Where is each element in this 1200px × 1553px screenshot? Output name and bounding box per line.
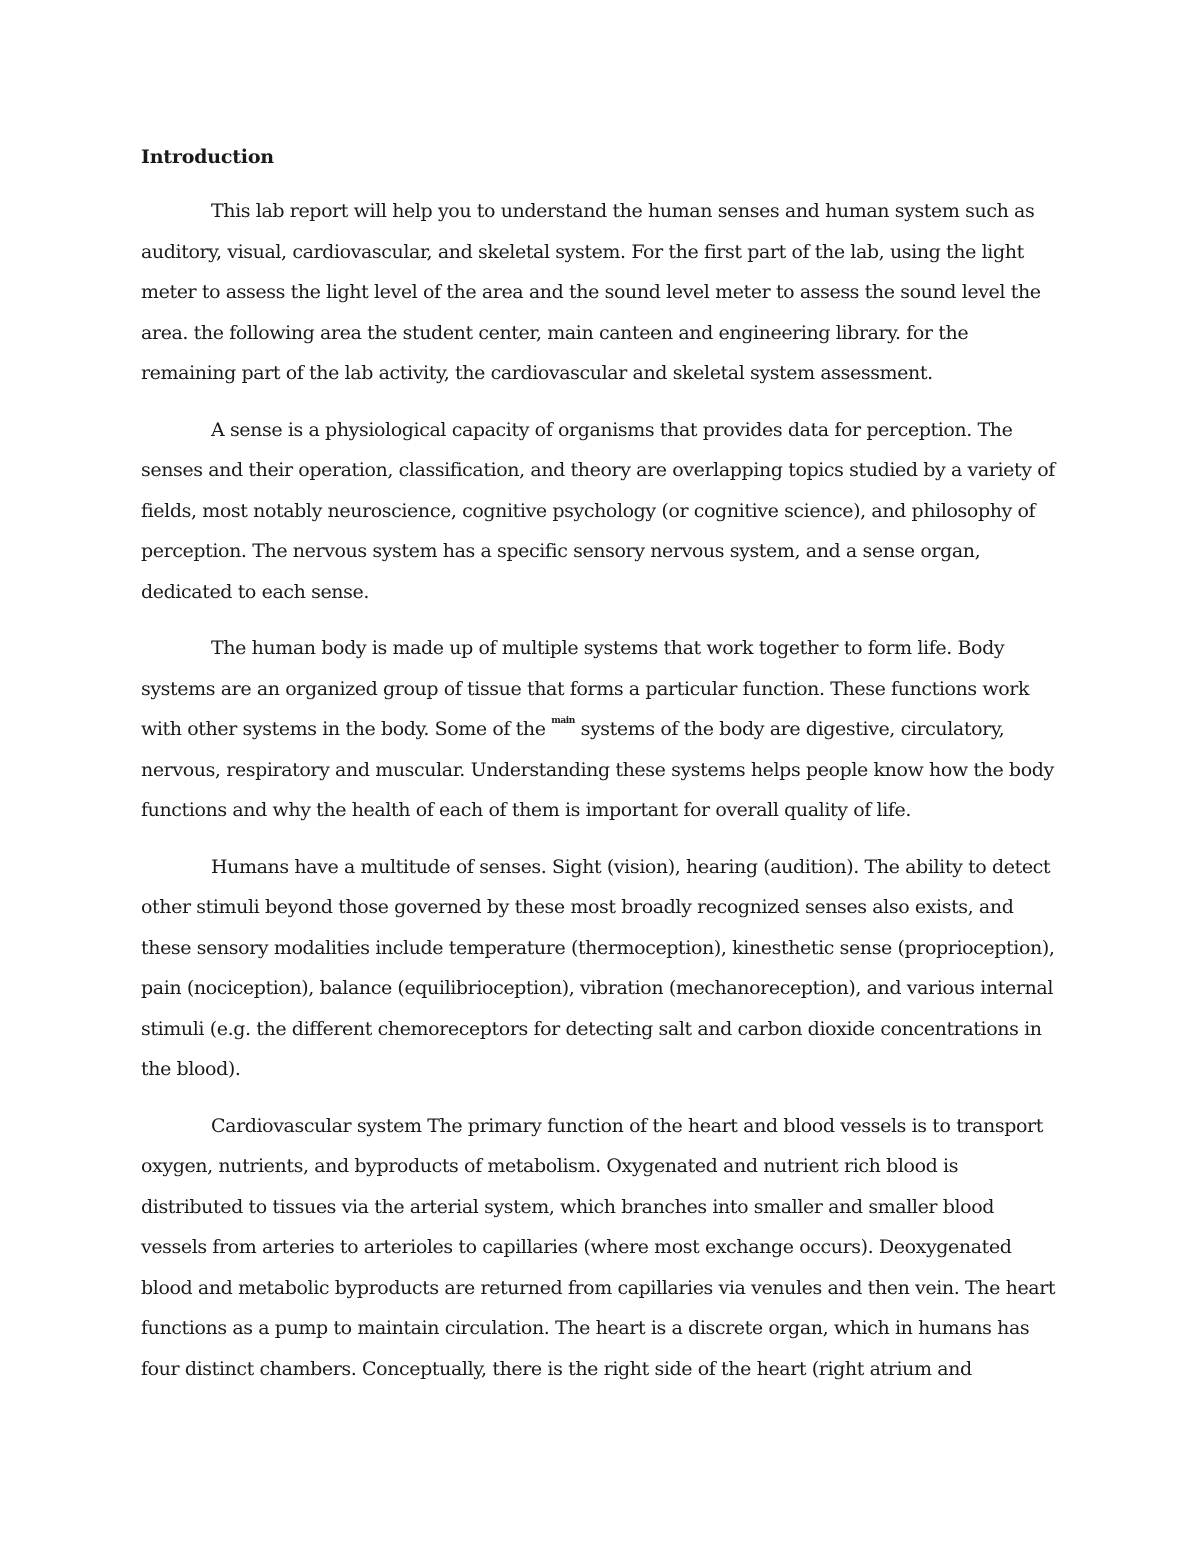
paragraph-sense-definition: A sense is a physiological capacity of organisms that provides data for perception. The senses and their operation, classification, and theory are overlapping topics studied by a variety of fields, most notably neuroscience, cognitive psychology (or cognitive science), and philosophy of perception. The nervous system has a specific sensory nervous system, and a sense organ, dedicated to each sense. — [141, 418, 1055, 603]
paragraph-cardiovascular-system: Cardiovascular system The primary function of the heart and blood vessels is to transport oxygen, nutrients, and byproducts of metabolism. Oxygenated and nutrient rich blood is distributed to tissues via the arterial system, which branches into smaller and smaller blood vessels from arteries to arterioles to capillaries (where most exchange occurs). Deoxygenated blood and metabolic byproducts are returned from capillaries via venules and then vein. The heart functions as a pump to maintain circulation. The heart is a discrete organ, which in humans has four distinct chambers. Conceptually, there is the right side of the heart (right atrium and — [141, 1114, 1056, 1380]
paragraph-human-senses: Humans have a multitude of senses. Sight (vision), hearing (audition). The ability to detect other stimuli beyond those governed by these most broadly recognized senses also exists, and these sensory modalities include temperature (thermoception), kinesthetic sense (proprioception), pain (nociception), balance (equilibrioception), vibration (mechanoreception), and various internal stimuli (e.g. the different chemoreceptors for detecting salt and carbon dioxide concentrations in the blood). — [141, 855, 1055, 1080]
document-body — [141, 137, 1061, 1405]
paragraph-body-systems-start: The human body is made up of multiple systems that work together to form life. Body systems are an organized group of tissue that forms a particular function. These functions work with other systems in the body. Some of the — [141, 637, 1030, 740]
paragraph-body-systems-end: systems of the body are digestive, circulatory, nervous, respiratory and muscular. Understanding these systems helps people know how the body functions and why the health of each of them is important for overall quality of life. — [141, 718, 1054, 821]
superscript-main: main — [551, 716, 575, 726]
paragraph-lab-overview: This lab report will help you to understand the human senses and human system such as auditory, visual, cardiovascular, and skeletal system. For the first part of the lab, using the light meter to assess the light level of the area and the sound level meter to assess the sound level the area. the following area the student center, main canteen and engineering library. for the remaining part of the lab activity, the cardiovascular and skeletal system assessment. — [141, 200, 1041, 384]
paragraph-body-systems — [141, 628, 1061, 831]
section-heading: Introduction — [141, 146, 274, 168]
